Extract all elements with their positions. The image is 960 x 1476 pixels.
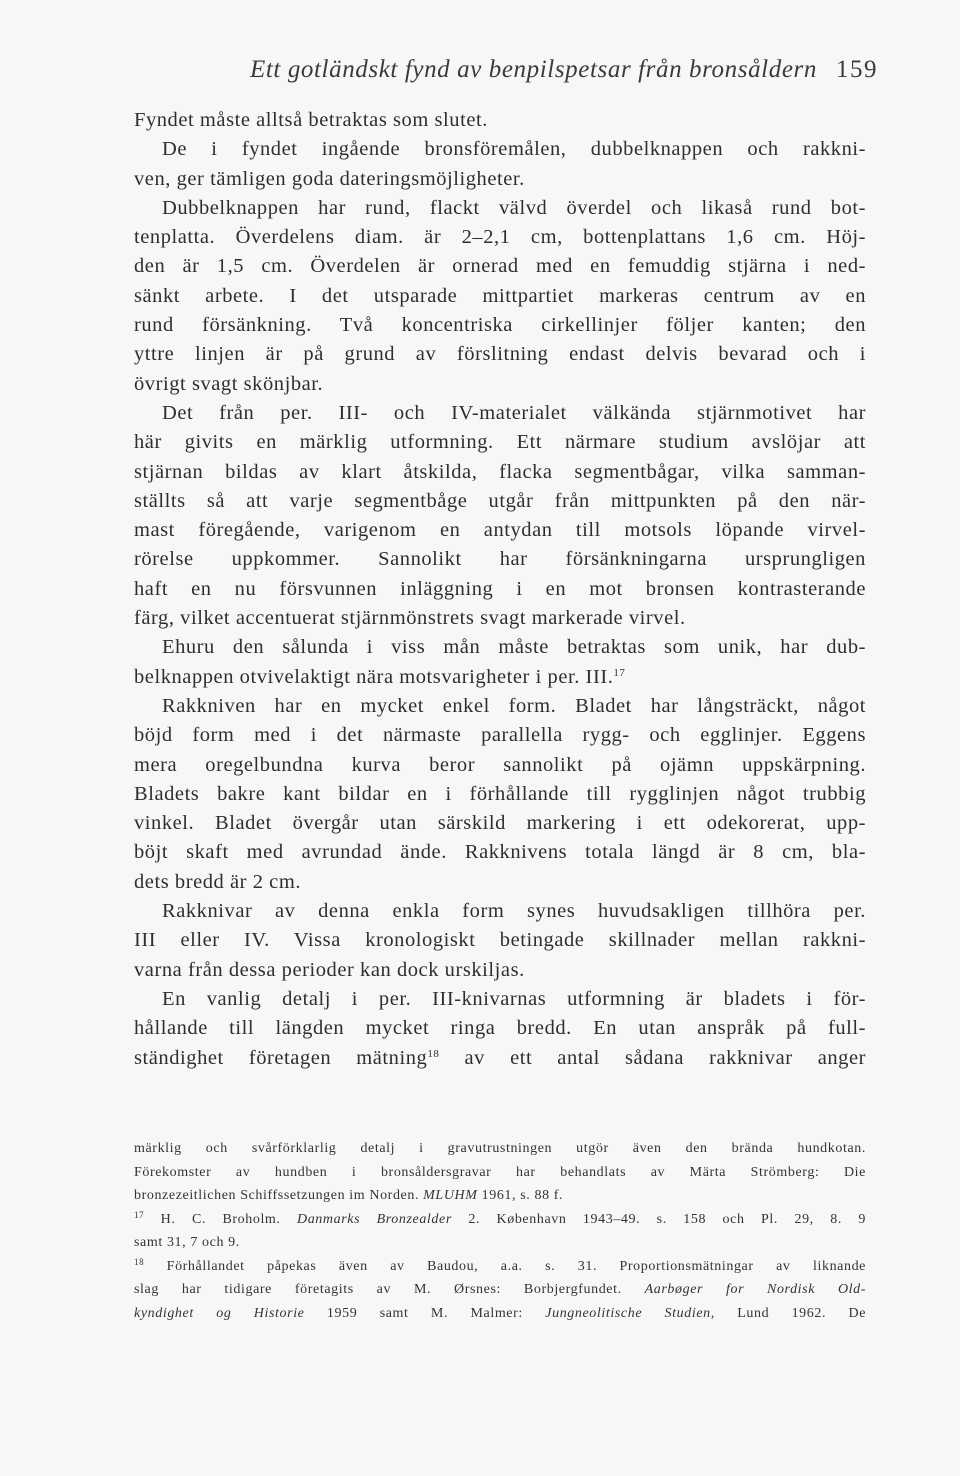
text-line: Det från per. III- och IV-materialet välkända stjärnmotivet har [162, 401, 866, 424]
text-line: ven, ger tämligen goda dateringsmöjligheter. [134, 167, 525, 190]
footnote-text: slag har tidigare företagits av M. Ørsnes: Borbjergfundet. [134, 1282, 645, 1297]
text-line: böjd form med i det närmaste parallella rygg- och egglinjer. Eggens [134, 724, 866, 747]
text-line: hållande till längden mycket ringa bredd. En utan anspråk på full- [134, 1017, 866, 1040]
footnote-journal-title: kyndighet og Historie [134, 1305, 305, 1321]
running-title: Ett gotländskt fynd av benpilspetsar från bronsåldern [250, 56, 817, 83]
footnote-ref-17: 17 [613, 666, 626, 679]
footnote-text: Förhållandet påpekas även av Baudou, a.a. s. 31. Proportionsmätningar av liknande [144, 1258, 866, 1274]
text-line: Rakknivar av denna enkla form synes huvudsakligen tillhöra per. [162, 900, 866, 923]
running-head [248, 56, 878, 92]
text-line: Dubbelknappen har rund, flackt välvd överdel och likaså rund bot- [162, 196, 866, 219]
body-text [134, 106, 866, 1073]
text-line: III eller IV. Vissa kronologiskt betingade skillnader mellan rakkni- [134, 929, 866, 952]
text-line: varna från dessa perioder kan dock urskiljas. [134, 958, 525, 981]
footnote-17 [134, 1208, 866, 1232]
line-text: belknappen otvivelaktigt nära motsvarigheter i per. III. [134, 665, 614, 688]
line-text: av ett antal sådana rakknivar anger [439, 1046, 866, 1069]
footnote-number: 18 [134, 1256, 145, 1267]
footnote-line: märklig och svårförklarlig detalj i gravutrustningen utgör även den brända hundkotan. [134, 1141, 866, 1156]
text-line: övrigt svagt skönjbar. [134, 372, 324, 395]
text-line: rörelse uppkommer. Sannolikt har försänkningarna ursprungligen [134, 548, 866, 571]
text-line: Ehuru den sålunda i viss mån måste betraktas som unik, har dub- [162, 636, 866, 659]
footnote-line [134, 1278, 866, 1302]
footnote-journal-title: MLUHM [423, 1188, 478, 1203]
footnote-book-title: Jungneolitische Studien, [545, 1305, 715, 1321]
footnote-line: Förekomster av hundben i bronsåldersgravar har behandlats av Märta Strömberg: Die [134, 1164, 866, 1180]
text-line: De i fyndet ingående bronsföremålen, dubbelknappen och rakkni- [162, 138, 866, 161]
text-line: Bladets bakre kant bildar en i förhållande till rygglinjen något trubbig [134, 782, 866, 805]
text-line: ställts så att varje segmentbåge utgår från mittpunkten på den när- [134, 489, 866, 512]
footnote-number: 17 [134, 1209, 145, 1220]
text-line [134, 663, 866, 692]
footnote-text: bronzezeitlichen Schiffssetzungen im Norden. [134, 1188, 424, 1203]
text-line: stjärnan bildas av klart åtskilda, flacka segmentbågar, vilka samman- [134, 460, 866, 483]
footnote-ref-18: 18 [427, 1047, 440, 1060]
footnote-line: samt 31, 7 och 9. [134, 1235, 240, 1250]
text-line: tenplatta. Överdelens diam. är 2–2,1 cm, bottenplattans 1,6 cm. Höj- [134, 226, 866, 249]
footnotes [134, 1137, 866, 1325]
text-line: yttre linjen är på grund av förslitning endast delvis bevarad och i [134, 343, 866, 366]
text-line: sänkt arbete. I det utsparade mittpartiet markeras centrum av en [134, 284, 866, 307]
text-line: den är 1,5 cm. Överdelen är ornerad med en femuddig stjärna i ned- [134, 255, 866, 278]
text-line: här givits en märklig utformning. Ett närmare studium avslöjar att [134, 431, 866, 454]
footnote-text: 1959 samt M. Malmer: [304, 1305, 546, 1321]
text-line: böjt skaft med avrundad ände. Rakknivens totala längd är 8 cm, bla- [134, 841, 866, 864]
footnote-journal-title: Aarbøger for Nordisk Old- [644, 1282, 867, 1297]
text-line: mast föregående, varigenom en antydan till motsols löpande virvel- [134, 519, 866, 542]
text-line: vinkel. Bladet övergår utan särskild markering i ett odekorerat, upp- [134, 812, 866, 835]
line-text: ständighet företagen mätning [134, 1046, 428, 1069]
footnote-text: 2. København 1943–49. s. 158 och Pl. 29, 8. 9 [451, 1211, 867, 1227]
footnote-18 [134, 1255, 866, 1279]
text-line [134, 1044, 866, 1073]
footnote-text: Lund 1962. De [714, 1305, 867, 1321]
footnote-line [134, 1302, 866, 1326]
page-number: 159 [836, 56, 878, 83]
footnote-line [134, 1184, 866, 1208]
text-line: haft en nu försvunnen inläggning i en mot bronsen kontrasterande [134, 577, 866, 600]
footnote-text: 1961, s. 88 f. [477, 1188, 564, 1203]
text-line: Fyndet måste alltså betraktas som slutet. [134, 109, 488, 131]
text-line: färg, vilket accentuerat stjärnmönstrets svagt markerade virvel. [134, 607, 686, 630]
footnote-book-title: Danmarks Bronzealder [297, 1211, 452, 1227]
text-line: mera oregelbundna kurva beror sannolikt på ojämn uppskärpning. [134, 753, 866, 776]
text-line: En vanlig detalj i per. III-knivarnas utformning är bladets i för- [162, 987, 866, 1010]
text-line: dets bredd är 2 cm. [134, 870, 301, 893]
text-line: rund försänkning. Två koncentriska cirkellinjer följer kanten; den [134, 314, 866, 337]
text-line: Rakkniven har en mycket enkel form. Bladet har långsträckt, något [162, 694, 866, 717]
footnote-text: H. C. Broholm. [144, 1211, 297, 1227]
